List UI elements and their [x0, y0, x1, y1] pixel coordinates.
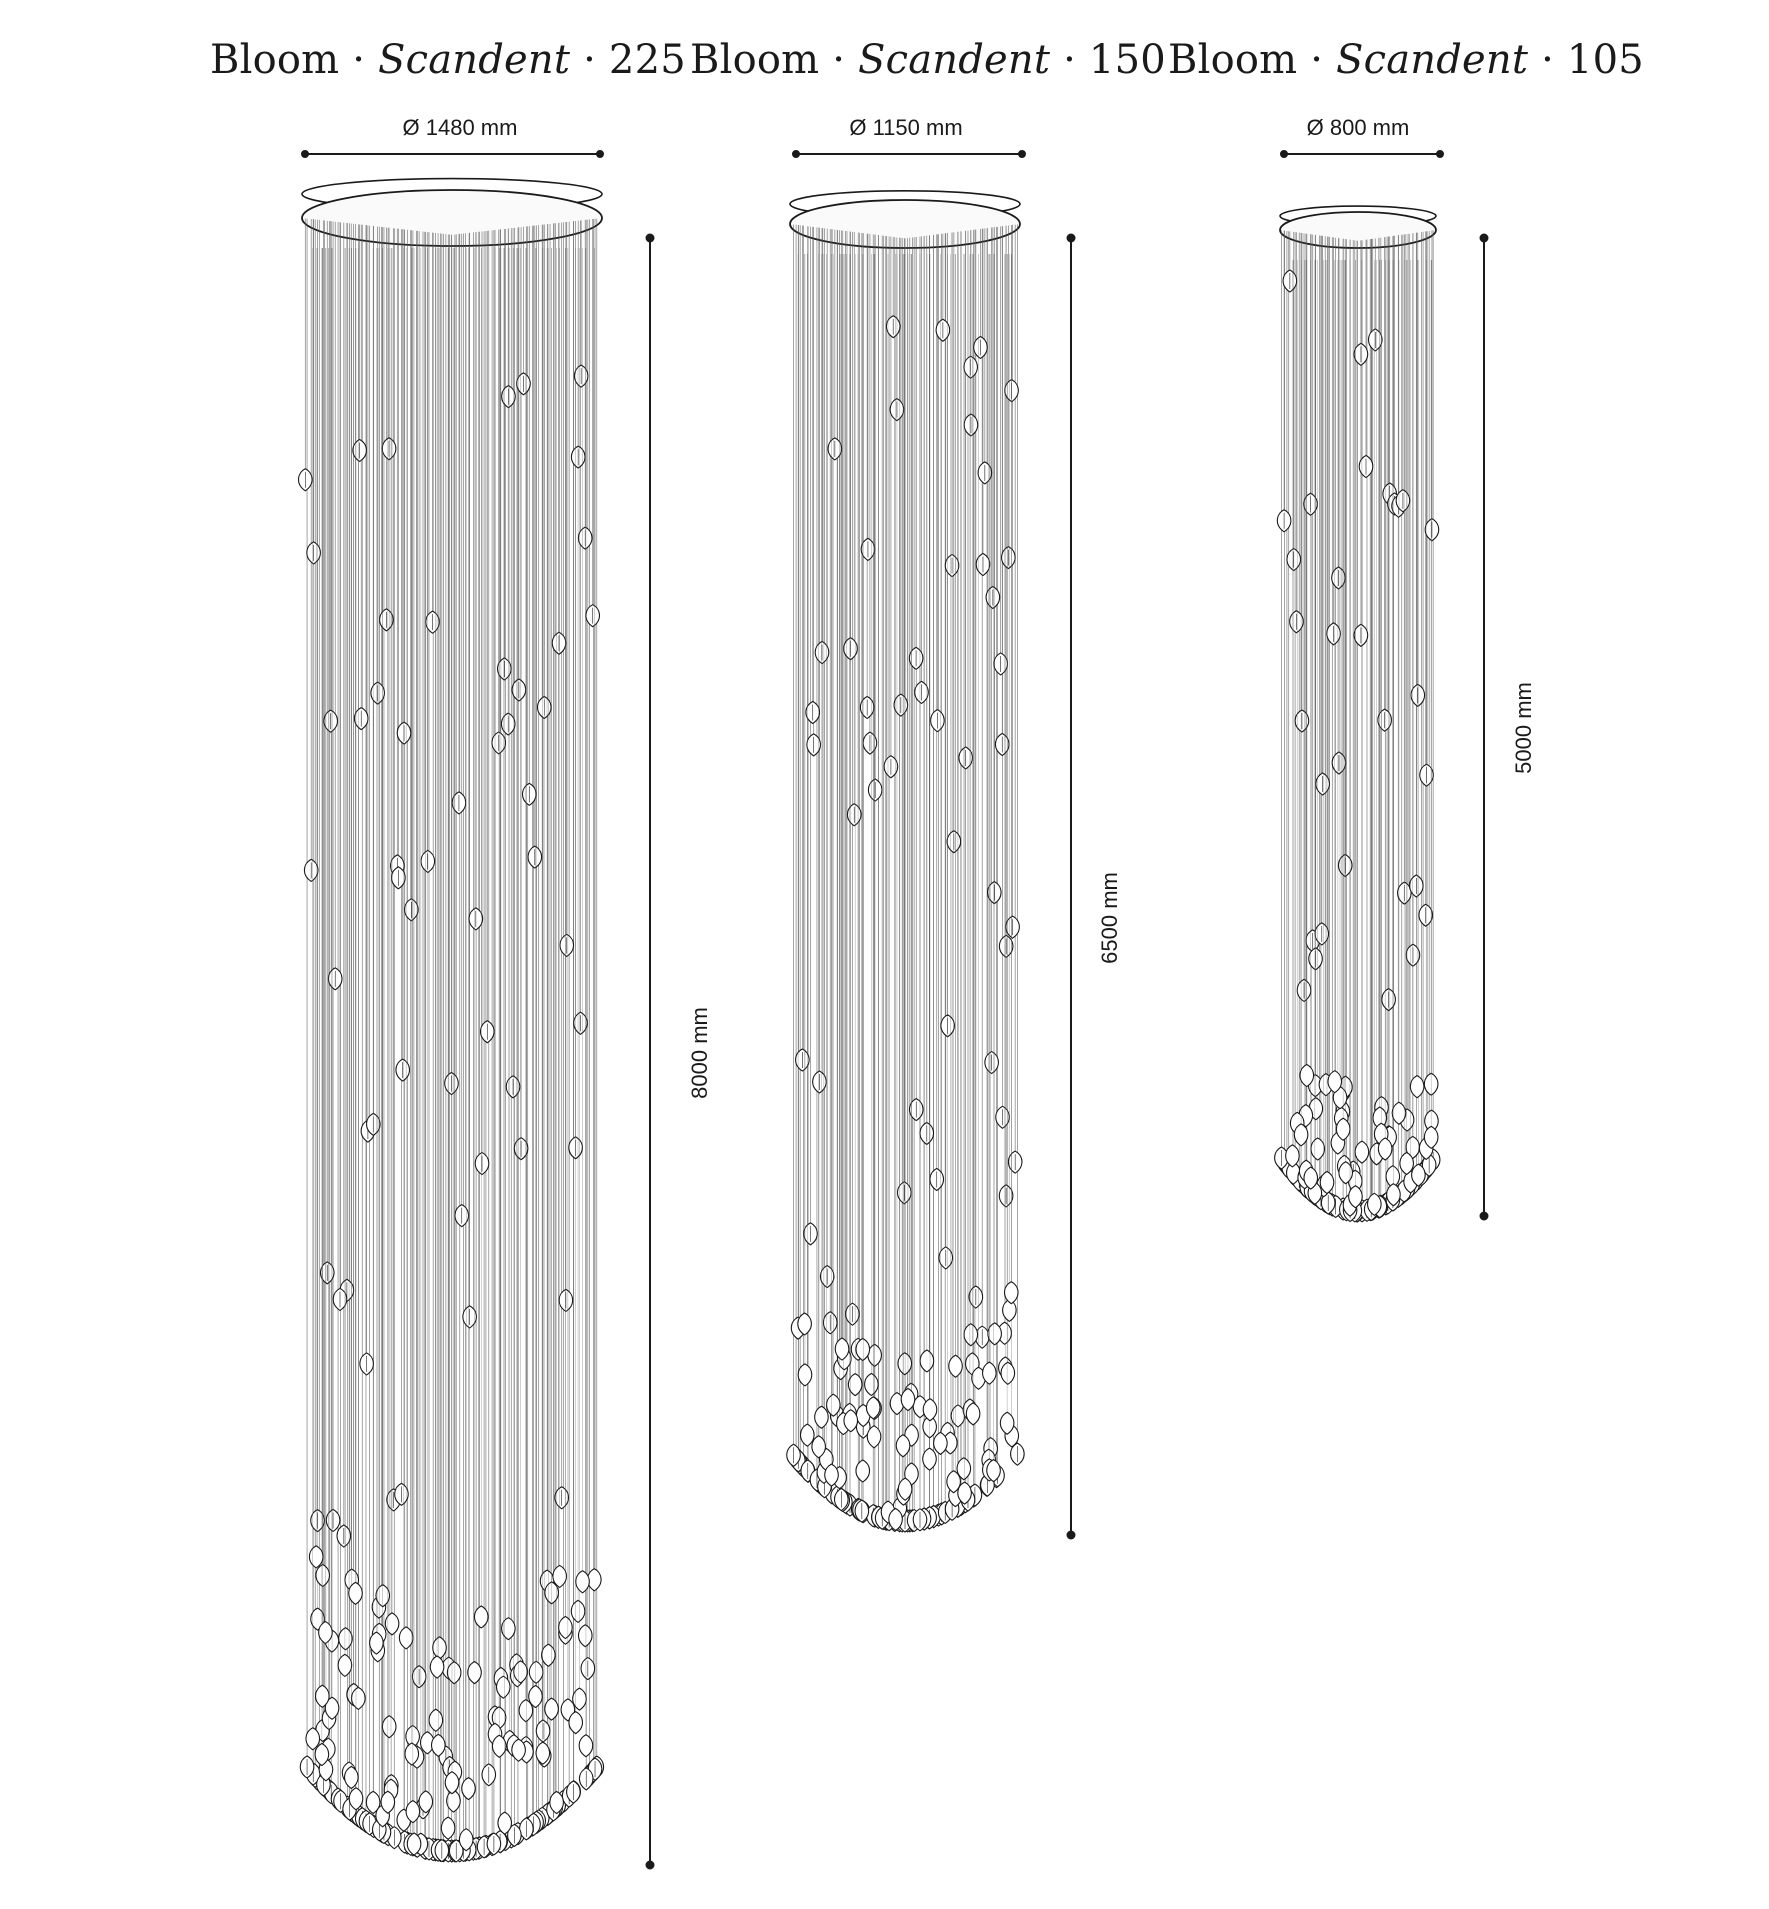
chandelier-150: [787, 191, 1024, 1532]
crystal-drop: [502, 1618, 516, 1640]
crystal-drop: [1311, 1138, 1325, 1160]
height-label-225: 8000 mm: [687, 1007, 712, 1099]
crystal-drop: [1001, 1362, 1015, 1384]
crystal-drop: [496, 1676, 510, 1698]
height-label-105: 5000 mm: [1511, 682, 1536, 774]
crystal-drop: [433, 1637, 447, 1659]
diameter-label-225: Ø 1480 mm: [402, 115, 518, 140]
crystal-drop: [949, 1355, 963, 1377]
title-prefix: Bloom ·: [210, 37, 379, 83]
crystal-drop: [309, 1546, 323, 1568]
title-size: · 105: [1528, 37, 1644, 83]
crystal-drop: [492, 1735, 506, 1757]
crystal-drop: [578, 1625, 592, 1647]
crystal-drop: [529, 1661, 543, 1683]
height-label-150: 6500 mm: [1097, 872, 1122, 964]
crystal-drop: [865, 1373, 879, 1395]
height-line-150: [1068, 235, 1075, 1539]
diameter-line-225: [302, 151, 603, 157]
title-prefix: Bloom ·: [690, 37, 859, 83]
crystal-drop: [385, 1613, 399, 1635]
crystal-drop: [542, 1644, 556, 1666]
crystal-drop: [848, 1374, 862, 1396]
title-series: Scandent: [1336, 37, 1529, 83]
title-series: Scandent: [858, 37, 1051, 83]
title-prefix: Bloom ·: [1168, 37, 1337, 83]
crystal-drop: [988, 1323, 1002, 1345]
diameter-label-105: Ø 800 mm: [1306, 115, 1410, 140]
crystal-drop: [920, 1350, 934, 1372]
title-size: · 150: [1050, 37, 1166, 83]
chandelier-105: [1275, 206, 1440, 1222]
crystal-drop: [445, 1772, 459, 1794]
crystal-drop: [923, 1399, 937, 1421]
title-size: · 225: [570, 37, 686, 83]
crystal-drop: [569, 1712, 583, 1734]
chandelier-225: [299, 179, 604, 1862]
diameter-line-150: [793, 151, 1025, 157]
diameter-line-105: [1281, 151, 1443, 157]
crystal-drop: [1005, 1282, 1019, 1304]
height-line-105: [1481, 235, 1488, 1220]
title-series: Scandent: [378, 37, 571, 83]
crystal-drop: [579, 1735, 593, 1757]
crystal-drop: [349, 1582, 363, 1604]
crystal-drop: [923, 1448, 937, 1470]
crystal-drop: [964, 1324, 978, 1346]
height-line-225: [647, 235, 654, 1869]
diameter-label-150: Ø 1150 mm: [849, 115, 963, 140]
crystal-drop: [316, 1564, 330, 1586]
crystal-drop: [545, 1698, 559, 1720]
